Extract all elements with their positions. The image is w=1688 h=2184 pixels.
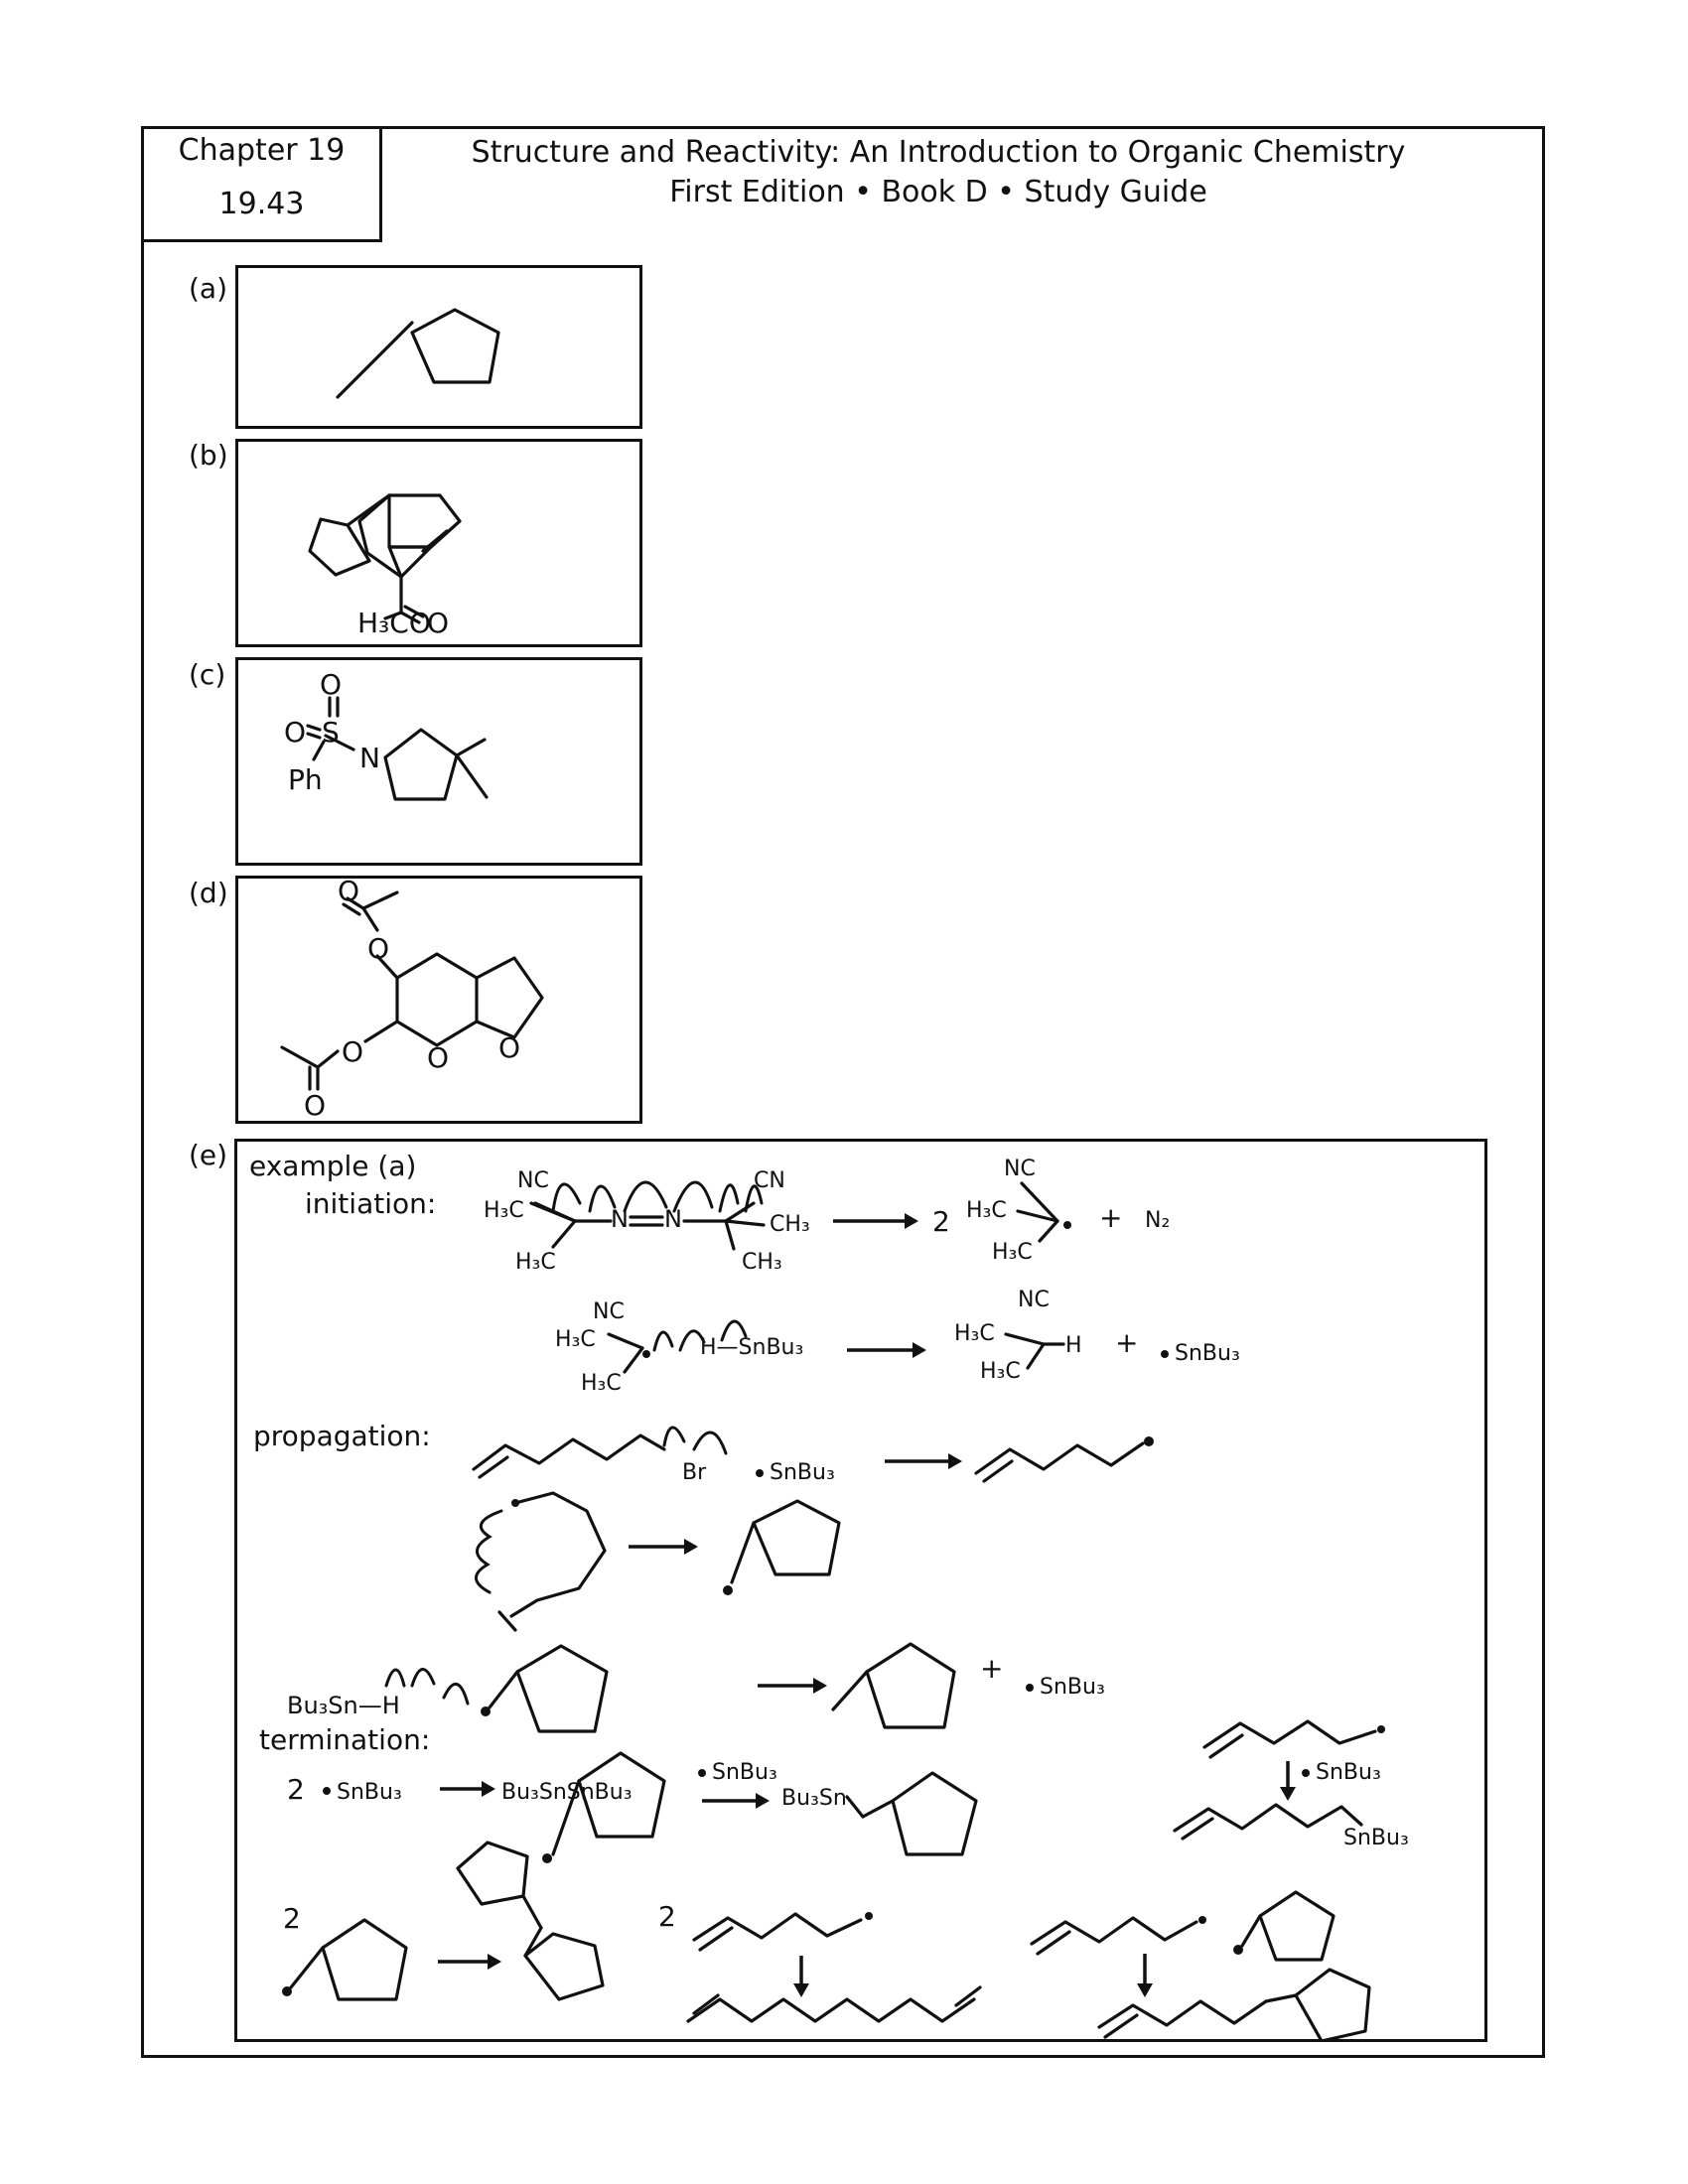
svg-text:CN: CN	[754, 1168, 785, 1193]
svg-text:H₃C: H₃C	[515, 1250, 556, 1275]
ester-methoxy-label: H₃CO	[357, 607, 431, 639]
part-e-label: (e)	[189, 1139, 228, 1171]
svg-text:SnBu₃: SnBu₃	[1343, 1826, 1409, 1850]
svg-text:H₃C: H₃C	[954, 1321, 995, 1346]
svg-text:H₃C: H₃C	[555, 1327, 596, 1352]
initiation-label: initiation:	[305, 1187, 437, 1220]
nitrogen-label: N	[359, 742, 380, 774]
part-a-label: (a)	[189, 272, 228, 305]
termination-label: termination:	[259, 1723, 431, 1756]
svg-text:SnBu₃: SnBu₃	[1040, 1675, 1105, 1700]
svg-text:CH₃: CH₃	[742, 1250, 782, 1275]
structure-d-panel	[235, 876, 642, 1124]
structure-a-panel	[235, 265, 642, 429]
svg-text:Bu₃Sn—H: Bu₃Sn—H	[287, 1692, 400, 1719]
structure-a-methylcyclopentane	[238, 268, 639, 426]
svg-text:2: 2	[287, 1773, 305, 1806]
svg-text:N: N	[664, 1205, 682, 1233]
svg-text:Bu₃SnSnBu₃: Bu₃SnSnBu₃	[501, 1780, 633, 1805]
mechanism-panel	[234, 1139, 1487, 2042]
part-b-label: (b)	[189, 439, 228, 472]
svg-text:H₃C: H₃C	[980, 1359, 1021, 1384]
svg-text:H₃C: H₃C	[992, 1240, 1033, 1265]
svg-text:2: 2	[658, 1900, 676, 1933]
structure-d-diacetate	[238, 879, 639, 1121]
svg-text:N₂: N₂	[1145, 1208, 1171, 1233]
propagation-label: propagation:	[253, 1420, 431, 1452]
problem-number: 19.43	[218, 187, 305, 221]
part-c-label: (c)	[189, 658, 226, 691]
svg-text:H₃C: H₃C	[581, 1371, 622, 1396]
svg-text:SnBu₃: SnBu₃	[712, 1760, 777, 1785]
svg-text:H—SnBu₃: H—SnBu₃	[700, 1335, 804, 1360]
structure-c-sulfonamide	[238, 660, 639, 863]
chapter-box	[141, 126, 382, 242]
sulfonyl-oxygen-left: O	[284, 716, 307, 749]
phenyl-label: Ph	[288, 763, 323, 796]
mechanism-diagram	[237, 1142, 1484, 2039]
carbonyl-oxygen-label: O	[427, 607, 450, 639]
svg-text:+: +	[980, 1652, 1004, 1685]
ring-oxygen-pyran: O	[427, 1041, 450, 1074]
svg-text:Br: Br	[682, 1460, 707, 1485]
ester-oxygen-upper: O	[367, 932, 390, 965]
sulfur-label: S	[322, 716, 340, 749]
svg-text:H₃C: H₃C	[484, 1198, 524, 1223]
svg-text:NC: NC	[593, 1299, 625, 1324]
book-title: Structure and Reactivity: An Introduction to Organic Chemistry	[471, 135, 1406, 170]
svg-text:N: N	[611, 1205, 629, 1233]
svg-text:SnBu₃: SnBu₃	[770, 1460, 835, 1485]
ester-oxygen-lower: O	[342, 1035, 364, 1068]
chapter-label: Chapter 19	[178, 133, 346, 168]
carbonyl-oxygen-upper: O	[338, 879, 360, 907]
sulfonyl-oxygen-top: O	[320, 668, 343, 701]
svg-text:+: +	[1099, 1201, 1123, 1234]
svg-text:SnBu₃: SnBu₃	[1175, 1341, 1240, 1366]
example-label: example (a)	[249, 1150, 417, 1182]
svg-text:H: H	[1065, 1333, 1082, 1358]
svg-text:CH₃: CH₃	[770, 1212, 810, 1237]
svg-text:NC: NC	[1018, 1288, 1050, 1312]
structure-b-panel	[235, 439, 642, 647]
svg-text:SnBu₃: SnBu₃	[337, 1780, 402, 1805]
book-subtitle: First Edition • Book D • Study Guide	[669, 175, 1207, 209]
structure-c-panel	[235, 657, 642, 866]
svg-text:H₃C: H₃C	[966, 1198, 1007, 1223]
svg-text:Bu₃Sn: Bu₃Sn	[781, 1786, 847, 1811]
svg-text:2: 2	[932, 1205, 950, 1238]
svg-text:+: +	[1115, 1326, 1139, 1359]
part-d-label: (d)	[189, 877, 228, 909]
svg-text:2: 2	[283, 1902, 301, 1935]
svg-text:SnBu₃: SnBu₃	[1316, 1760, 1381, 1785]
svg-text:NC: NC	[1004, 1157, 1036, 1181]
carbonyl-oxygen-lower: O	[304, 1089, 327, 1121]
svg-text:NC: NC	[517, 1168, 549, 1193]
ring-oxygen-furan: O	[498, 1031, 521, 1064]
